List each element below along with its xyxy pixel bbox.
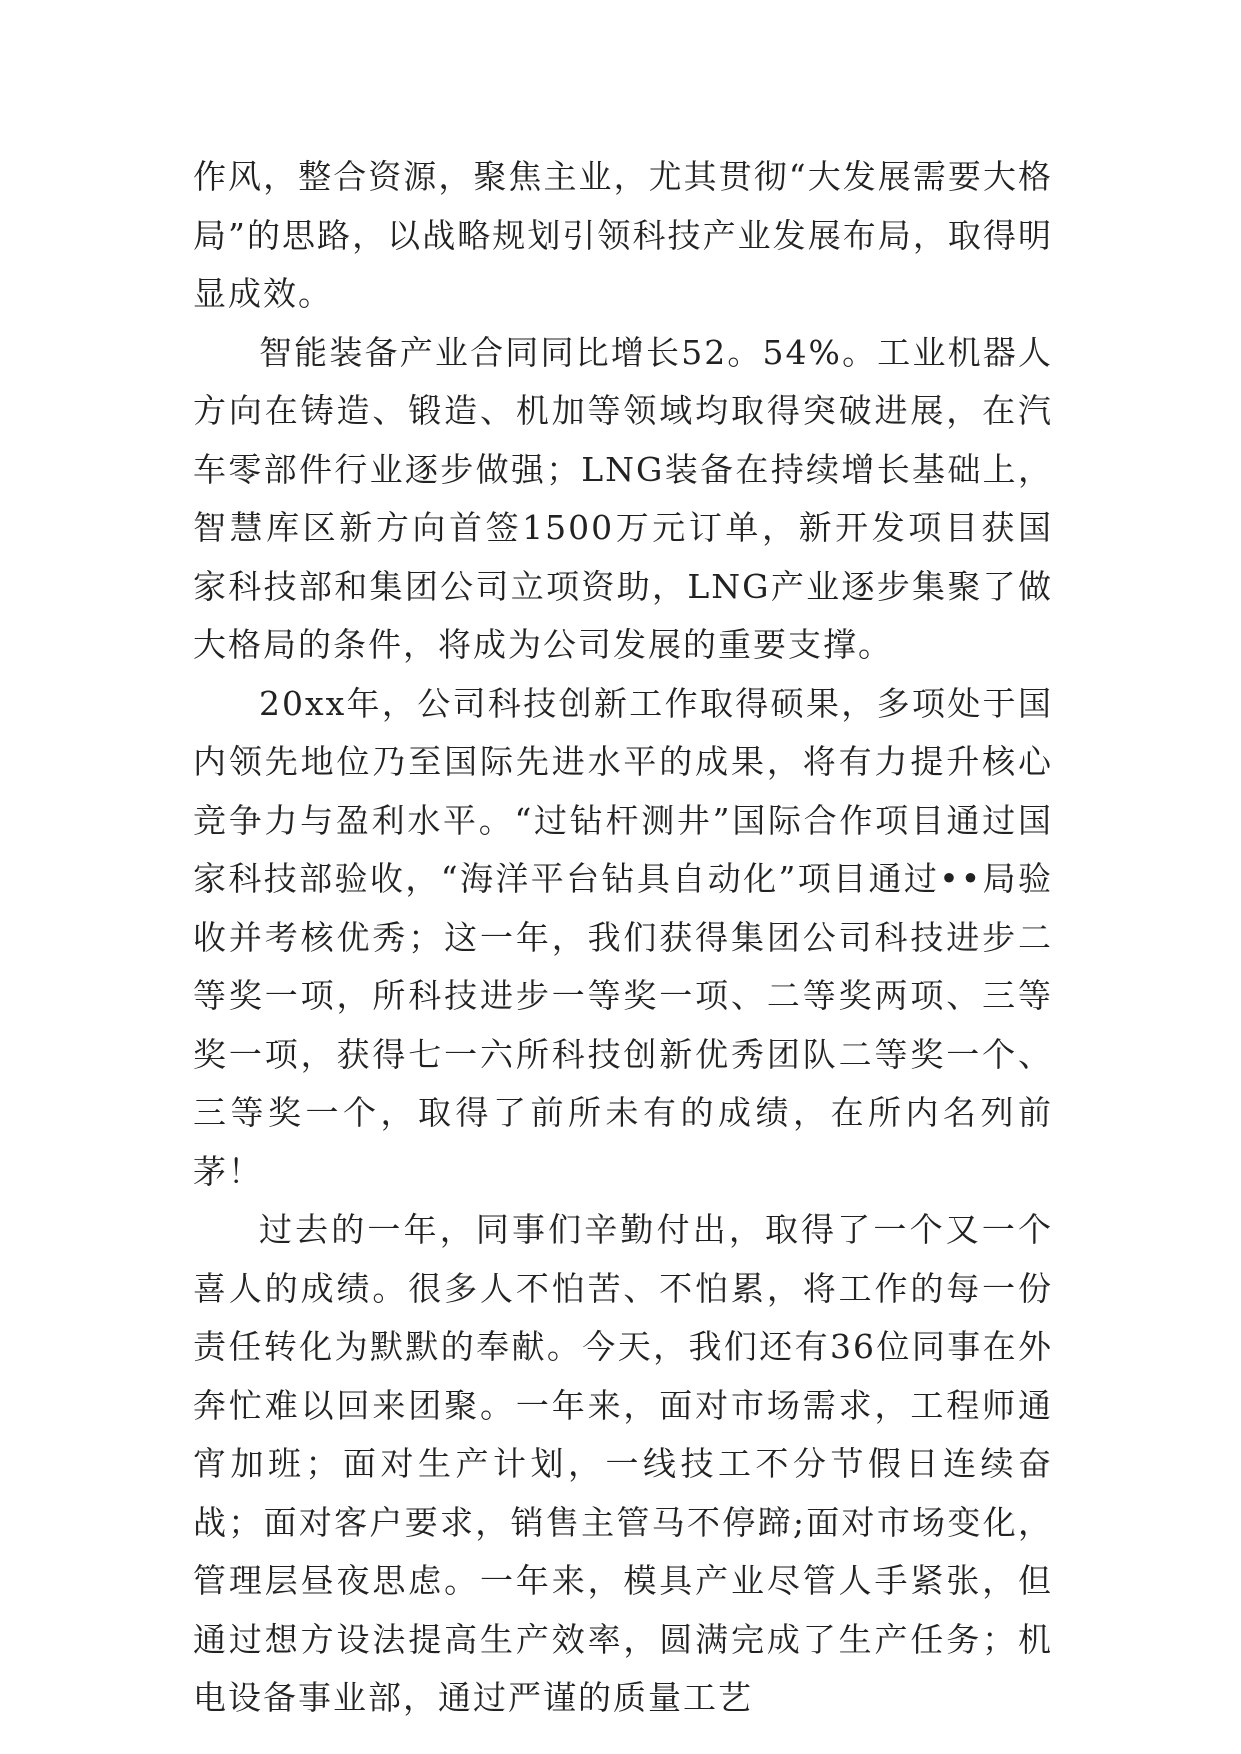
- body-text: [193, 148, 1053, 1728]
- paragraph-strategy-continued: 作风，整合资源，聚焦主业，尤其贯彻“大发展需要大格局”的思路，以战略规划引领科技产业发展布局，取得明显成效。: [193, 157, 1053, 313]
- paragraph-tech-innovation: 20xx年，公司科技创新工作取得硕果，多项处于国内领先地位乃至国际先进水平的成果，将有力提升核心竞争力与盈利水平。“过钻杆测井”国际合作项目通过国家科技部验收，“海洋平台钻具自动化”项目通过••局验收并考核优秀；这一年，我们获得集团公司科技进步二等奖一项，所科技进步一等奖一项、二等奖两项、三等奖一项，获得七一六所科技创新优秀团队二等奖一个、三等奖一个，取得了前所未有的成绩，在所内名列前茅！: [193, 683, 1053, 1191]
- paragraph-smart-equipment: 智能装备产业合同同比增长52。54%。工业机器人方向在铸造、锻造、机加等领域均取得突破进展，在汽车零部件行业逐步做强；LNG装备在持续增长基础上，智慧库区新方向首签1500万元订单，新开发项目获国家科技部和集团公司立项资助，LNG产业逐步集聚了做大格局的条件，将成为公司发展的重要支撑。: [193, 332, 1053, 664]
- paragraph-colleagues-effort: 过去的一年，同事们辛勤付出，取得了一个又一个喜人的成绩。很多人不怕苦、不怕累，将工作的每一份责任转化为默默的奉献。今天，我们还有36位同事在外奔忙难以回来团聚。一年来，面对市场需求，工程师通宵加班；面对生产计划，一线技工不分节假日连续奋战；面对客户要求，销售主管马不停蹄;面对市场变化，管理层昼夜思虑。一年来，模具产业尽管人手紧张，但通过想方设法提高生产效率，圆满完成了生产任务；机电设备事业部，通过严谨的质量工艺: [193, 1210, 1053, 1717]
